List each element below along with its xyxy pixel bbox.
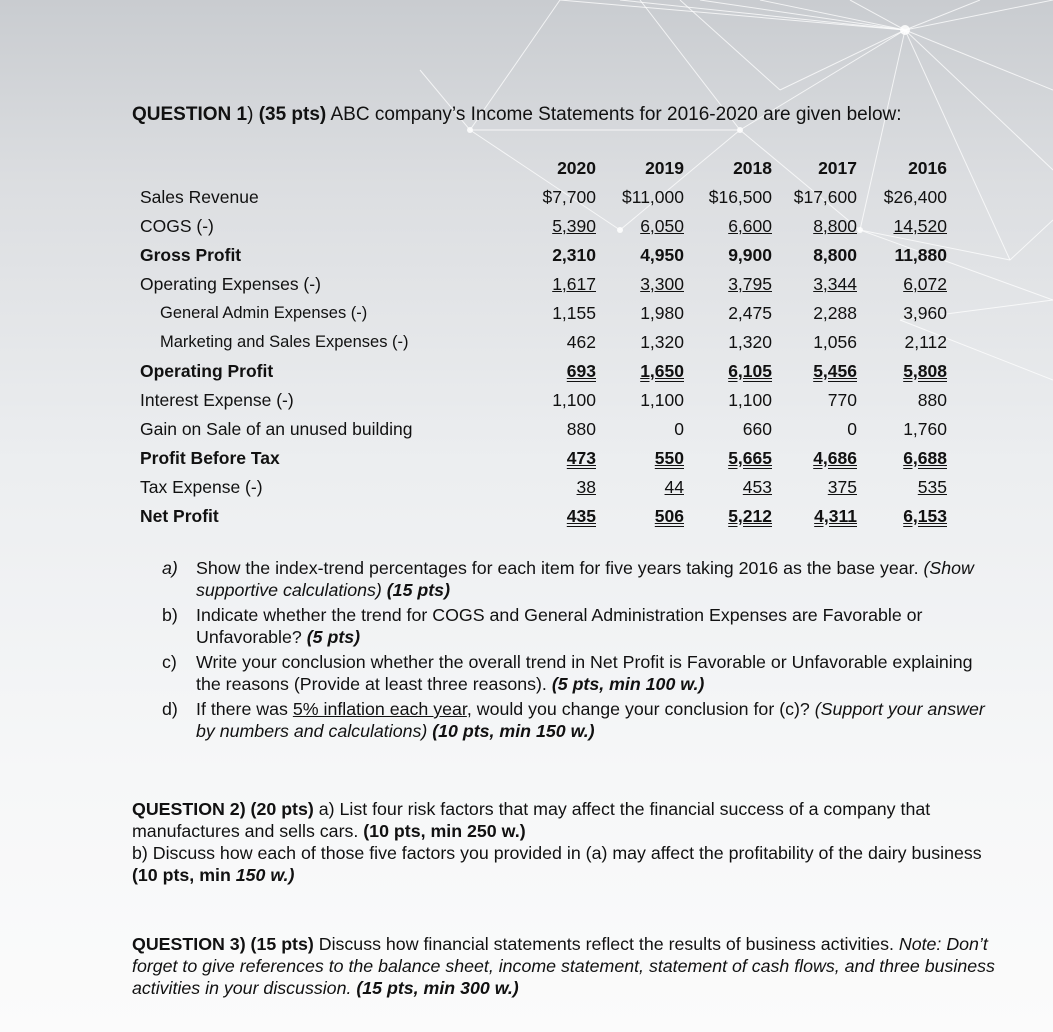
table-cell: 8,800 — [813, 216, 857, 236]
part-marker: d) — [162, 699, 178, 719]
table-row — [136, 299, 947, 328]
table-row — [136, 444, 947, 473]
question-2 — [132, 798, 1012, 886]
table-cell: $11,000 — [622, 187, 684, 207]
part-c-text: Write your conclusion whether the overall trend in Net Profit is Favorable or Unfavorable explaining the reasons (Provide at least three reasons). — [196, 652, 973, 694]
table-cell: 44 — [664, 477, 684, 497]
table-cell: 6,153 — [903, 506, 947, 526]
table-cell: 3,795 — [728, 274, 772, 294]
table-cell: 1,056 — [813, 332, 857, 352]
table-cell: 6,105 — [728, 361, 772, 381]
table-cell: 1,980 — [640, 303, 684, 323]
table-row — [136, 241, 947, 270]
question-1-points: (35 pts) — [258, 104, 327, 125]
year-header: 2016 — [908, 158, 947, 178]
table-cell: 1,617 — [552, 274, 596, 294]
row-label-tax-expense: Tax Expense (-) — [140, 477, 263, 497]
table-row — [136, 473, 947, 502]
table-cell: 9,900 — [728, 245, 772, 265]
table-cell: 1,320 — [728, 332, 772, 352]
table-cell: 4,311 — [814, 506, 857, 526]
part-marker: b) — [162, 605, 178, 625]
table-row — [136, 502, 947, 531]
table-cell: 1,100 — [552, 390, 596, 410]
table-cell: $17,600 — [793, 187, 857, 207]
table-cell: 3,344 — [813, 274, 857, 294]
table-cell: 1,650 — [640, 361, 684, 381]
table-cell: 6,600 — [728, 216, 772, 236]
question-2-label: QUESTION 2) (20 pts) — [132, 799, 314, 819]
question-2-points-b-italic: 150 w.) — [235, 865, 295, 885]
row-label-operating-profit: Operating Profit — [140, 361, 274, 381]
table-cell: 1,320 — [640, 332, 684, 352]
table-cell: 6,050 — [640, 216, 684, 236]
table-cell: 0 — [847, 419, 857, 439]
row-label-interest-expense: Interest Expense (-) — [140, 390, 294, 410]
part-d-text-1: If there was — [196, 699, 293, 719]
part-d-text-2: , would you change your conclusion for (c)? — [466, 699, 815, 719]
table-cell: 3,960 — [903, 303, 947, 323]
table-cell: 660 — [742, 419, 772, 439]
table-cell: 535 — [917, 477, 947, 497]
part-a-text: Show the index-trend percentages for each item for five years taking 2016 as the base year. — [196, 558, 924, 578]
question-1-parts-list — [162, 557, 992, 745]
table-cell: 2,112 — [904, 332, 947, 352]
row-label-general-admin-expenses: General Admin Expenses (-) — [160, 304, 368, 322]
part-d-points: (10 pts, min 150 w.) — [427, 721, 595, 741]
table-cell: 693 — [566, 361, 596, 381]
question-3-note: Note: Don’t forget to give references to the balance sheet, income statement, statement of cash flows, and three business activities in your discussion. — [132, 934, 995, 998]
table-cell: 1,155 — [552, 303, 596, 323]
part-marker: c) — [162, 652, 177, 672]
table-cell: 5,390 — [552, 216, 596, 236]
income-statement-table — [136, 154, 947, 531]
table-row — [136, 415, 947, 444]
table-cell: 435 — [566, 506, 596, 526]
part-d-italic: (Support your answer by numbers and calculations) — [196, 699, 985, 741]
question-3 — [132, 933, 1012, 999]
question-1-text: ABC company’s Income Statements for 2016-2020 are given below: — [326, 104, 902, 125]
row-label-marketing-sales-expenses: Marketing and Sales Expenses (-) — [160, 333, 409, 351]
list-item-part-d — [162, 698, 992, 742]
row-label-operating-expenses: Operating Expenses (-) — [140, 274, 321, 294]
question-2-part-b — [132, 842, 1012, 886]
table-cell: 8,800 — [813, 245, 857, 265]
part-marker: a) — [162, 558, 178, 578]
table-cell: $26,400 — [883, 187, 947, 207]
part-a-italic: (Show supportive calculations) — [196, 558, 974, 600]
table-cell: 2,288 — [813, 303, 857, 323]
year-header: 2020 — [557, 158, 596, 178]
question-3-text: Discuss how financial statements reflect the results of business activities. — [313, 934, 894, 954]
table-cell: 2,310 — [552, 245, 596, 265]
year-header: 2019 — [645, 158, 684, 178]
question-1-title — [132, 104, 902, 126]
list-item-part-c — [162, 651, 992, 695]
part-a-points: (15 pts) — [381, 580, 450, 600]
table-cell: 5,456 — [813, 361, 857, 381]
part-c-points: (5 pts, min 100 w.) — [551, 674, 705, 694]
table-cell: 5,808 — [903, 361, 947, 381]
question-3-points: (15 pts, min 300 w.) — [351, 978, 519, 998]
table-cell: 462 — [566, 332, 596, 352]
table-cell: 1,100 — [728, 390, 772, 410]
list-item-part-b — [162, 604, 992, 648]
year-header: 2018 — [733, 158, 772, 178]
part-b-points: (5 pts) — [306, 627, 361, 647]
row-label-sales-revenue: Sales Revenue — [140, 187, 259, 207]
table-cell: 38 — [576, 477, 596, 497]
row-label-gross-profit: Gross Profit — [140, 245, 242, 265]
list-item-part-a — [162, 557, 992, 601]
question-1-paren: ) — [247, 104, 254, 125]
year-header-row — [136, 154, 947, 183]
table-cell: 880 — [917, 390, 947, 410]
year-header: 2017 — [818, 158, 857, 178]
table-cell: 5,212 — [728, 506, 772, 526]
question-2-text-a: a) List four risk factors that may affect the financial success of a company that manufactures and sells cars. — [132, 799, 931, 841]
row-label-profit-before-tax: Profit Before Tax — [140, 448, 280, 468]
table-cell: 550 — [654, 448, 684, 468]
table-cell: 6,072 — [903, 274, 947, 294]
table-cell: 0 — [674, 419, 684, 439]
question-2-part-a — [132, 798, 1012, 842]
table-row — [136, 270, 947, 299]
question-2-points-a: (10 pts, min 250 w.) — [363, 821, 526, 841]
table-cell: 14,520 — [893, 216, 947, 236]
row-label-net-profit: Net Profit — [140, 506, 219, 526]
table-cell: 473 — [566, 448, 596, 468]
table-cell: 3,300 — [640, 274, 684, 294]
table-cell: 4,686 — [813, 448, 857, 468]
table-row — [136, 183, 947, 212]
part-b-text: Indicate whether the trend for COGS and General Administration Expenses are Favorable or Unfavorable? — [196, 605, 923, 647]
table-cell: 1,100 — [640, 390, 684, 410]
table-cell: 1,760 — [903, 419, 947, 439]
question-2-text-b: b) Discuss how each of those five factors you provided in (a) may affect the profitability of the dairy business — [132, 843, 982, 863]
table-cell: 4,950 — [640, 245, 684, 265]
question-1-label: QUESTION 1 — [132, 104, 248, 125]
table-row — [136, 386, 947, 415]
row-label-cogs: COGS (-) — [140, 216, 214, 236]
question-3-label: QUESTION 3) (15 pts) — [132, 934, 314, 954]
table-cell: 375 — [827, 477, 857, 497]
table-cell: 2,475 — [728, 303, 772, 323]
table-cell: 11,880 — [894, 245, 947, 265]
table-cell: 5,665 — [728, 448, 772, 468]
question-2-points-b: (10 pts, min — [132, 865, 236, 885]
table-row — [136, 212, 947, 241]
table-cell: 6,688 — [903, 448, 947, 468]
part-d-underlined: 5% inflation each year — [292, 699, 467, 719]
table-cell: $7,700 — [542, 187, 596, 207]
table-row — [136, 357, 947, 386]
table-cell: 770 — [827, 390, 857, 410]
table-cell: 506 — [654, 506, 684, 526]
table-cell: $16,500 — [708, 187, 772, 207]
table-cell: 453 — [742, 477, 772, 497]
row-label-gain-on-sale: Gain on Sale of an unused building — [140, 419, 413, 439]
table-row — [136, 328, 947, 357]
table-cell: 880 — [566, 419, 596, 439]
